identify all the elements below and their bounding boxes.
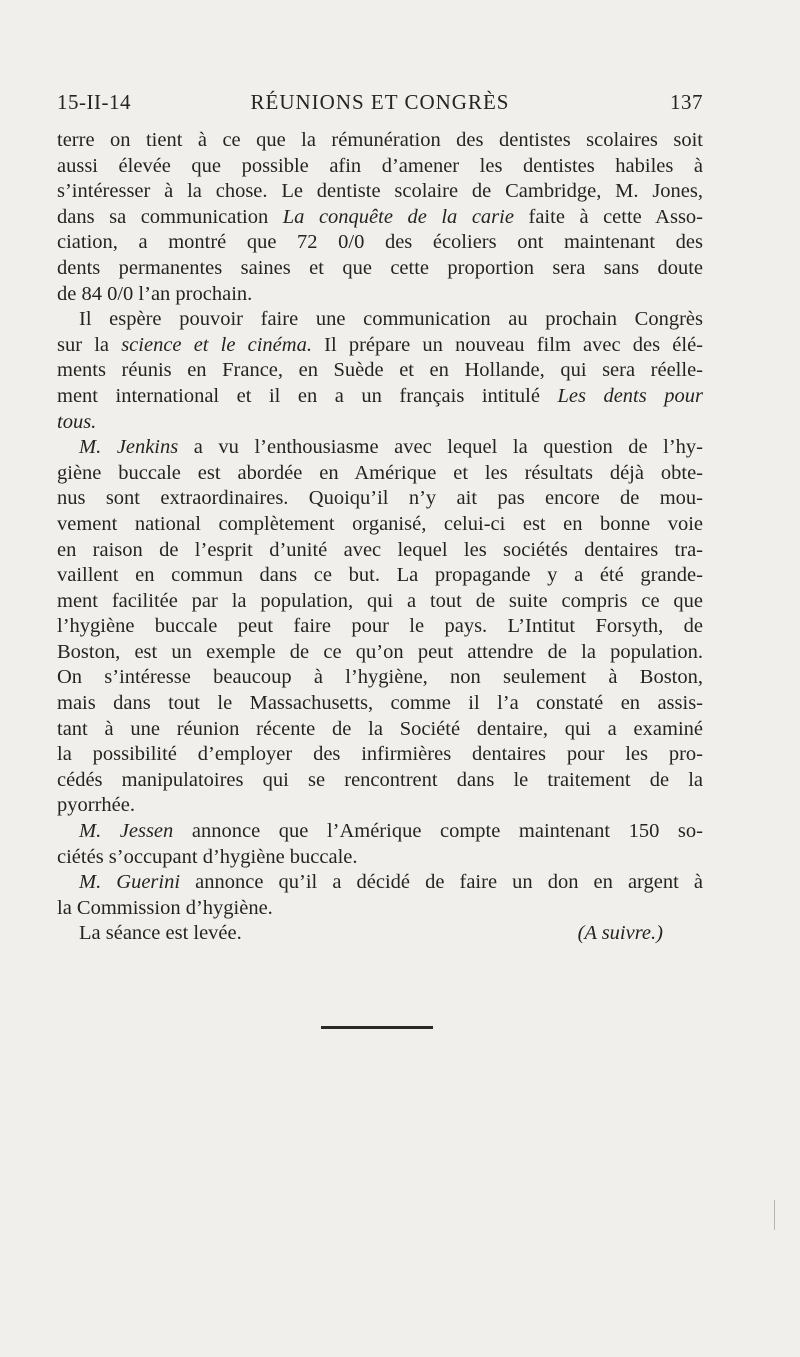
- speaker-name: M. Jenkins: [79, 436, 179, 459]
- text-line: ment facilitée par la population, qui a tout de suite compris ce que: [57, 589, 703, 612]
- text-line: dents permanentes saines et que cette proportion sera sans doute: [57, 256, 703, 279]
- text-line: l’hygiène buccale peut faire pour le pays. L’Intitut Forsyth, de: [57, 615, 703, 638]
- title-italic: La conquête de la carie: [282, 205, 514, 228]
- text-line: en raison de l’esprit d’unité avec lequel les sociétés dentaires tra-: [57, 538, 703, 561]
- text-line: [57, 819, 703, 845]
- speaker-name: M. Jessen: [79, 820, 174, 843]
- text-segment: annonce qu’il a décidé de faire un don en argent à: [180, 871, 703, 894]
- text-line: [57, 384, 703, 410]
- header-title: RÉUNIONS ET CONGRÈS: [250, 90, 510, 114]
- text-segment: annonce que l’Amérique compte maintenant 150 so-: [173, 820, 703, 843]
- text-line: de 84 0/0 l’an prochain.: [57, 282, 253, 305]
- text-line: Boston, est un exemple de ce qu’on peut attendre de la population.: [57, 640, 703, 663]
- text-line: tant à une réunion récente de la Société dentaire, qui a examiné: [57, 717, 703, 740]
- text-line: [57, 333, 703, 359]
- running-head: [57, 90, 703, 120]
- text-segment: ment international et il en a un français intitulé: [57, 384, 558, 407]
- margin-mark: [774, 1200, 775, 1230]
- text-line: vaillent en commun dans ce but. La propagande y a été grande-: [57, 564, 703, 587]
- section-rule: [321, 1026, 433, 1029]
- header-date: 15-II-14: [57, 90, 131, 114]
- session-closed-text: La séance est levée.: [79, 922, 242, 945]
- text-line: [57, 870, 703, 896]
- closing-line: [57, 921, 703, 947]
- text-line: mais dans tout le Massachusetts, comme il l’a constaté en assis-: [57, 692, 703, 715]
- text-line: ments réunis en France, en Suède et en Hollande, qui sera réelle-: [57, 359, 703, 382]
- text-line: Il espère pouvoir faire une communication au prochain Congrès: [79, 308, 703, 331]
- text-line: ciétés s’occupant d’hygiène buccale.: [57, 845, 358, 868]
- text-line: terre on tient à ce que la rémunération des dentistes scolaires soit: [57, 129, 703, 151]
- text-segment: dans sa communication: [57, 205, 283, 228]
- text-line: nus sont extraordinaires. Quoiqu’il n’y ait pas encore de mou-: [57, 487, 703, 510]
- text-segment: sur la: [57, 333, 122, 356]
- text-segment: Il prépare un nouveau film avec des élé-: [311, 333, 703, 356]
- text-line: ciation, a montré que 72 0/0 des écoliers ont maintenant des: [57, 231, 703, 254]
- text-line: la Commission d’hygiène.: [57, 896, 273, 919]
- text-line: [57, 410, 703, 436]
- page-number: 137: [670, 90, 703, 114]
- text-line: aussi élevée que possible afin d’amener les dentistes habiles à: [57, 154, 703, 177]
- speaker-name: M. Guerini: [79, 871, 181, 894]
- text-segment: a vu l’enthousiasme avec lequel la question de l’hy-: [178, 436, 704, 459]
- title-italic: science et le cinéma.: [121, 333, 312, 356]
- text-segment: faite à cette Asso-: [513, 205, 703, 228]
- text-line: [57, 205, 703, 231]
- text-line: On s’intéresse beaucoup à l’hygiène, non seulement à Boston,: [57, 666, 703, 689]
- text-line: pyorrhée.: [57, 794, 135, 817]
- to-be-continued: (A suivre.): [577, 922, 663, 945]
- text-line: [57, 435, 703, 461]
- text-line: la possibilité d’employer des infirmières dentaires pour les pro-: [57, 743, 703, 766]
- title-italic: tous.: [57, 410, 97, 433]
- text-line: vement national complètement organisé, celui-ci est en bonne voie: [57, 512, 703, 535]
- title-italic: Les dents pour: [557, 384, 703, 407]
- text-line: cédés manipulatoires qui se rencontrent dans le traitement de la: [57, 768, 703, 791]
- text-line: s’intéresser à la chose. Le dentiste scolaire de Cambridge, M. Jones,: [57, 180, 703, 203]
- text-line: giène buccale est abordée en Amérique et les résultats déjà obte-: [57, 461, 703, 484]
- body-text: [57, 128, 703, 947]
